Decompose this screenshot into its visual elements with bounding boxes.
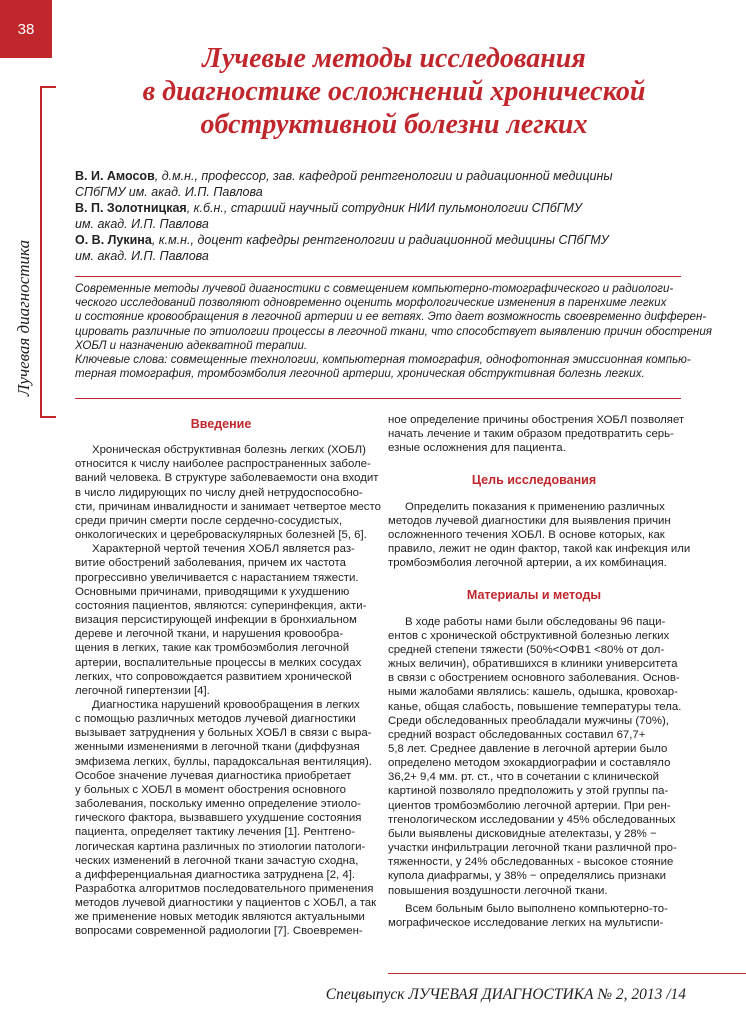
abstract-line: ХОБЛ и назначению адекватной терапии. bbox=[75, 338, 308, 352]
author-name: В. П. Золотницкая bbox=[75, 201, 187, 215]
abstract-line: и состояние кровообращения в легочной артерии и ее ветвях. Это дает возможность своевременно дифферен- bbox=[75, 310, 707, 324]
text-line: 36,2+ 9,4 мм. рт. ст., что в сочетании с клинической bbox=[388, 771, 660, 784]
paragraph bbox=[388, 902, 680, 930]
author-affiliation: , д.м.н., профессор, зав. кафедрой рентгенологии и радиационной медицины bbox=[154, 169, 613, 183]
text-line: осложненного течения ХОБЛ. В основе которых, как bbox=[388, 528, 665, 541]
text-line: тяженности, у 24% обследованных - высокое стояние bbox=[388, 856, 674, 869]
text-line: повышения воздушности легочной ткани. bbox=[388, 884, 608, 897]
text-line: в связи с обострением основного заболевания. Основ- bbox=[388, 672, 680, 685]
journal-footer: Спецвыпуск ЛУЧЕВАЯ ДИАГНОСТИКА № 2, 2013 /14 bbox=[325, 986, 686, 1003]
text-line: циентов тромбоэмболию легочной артерии. При рен- bbox=[388, 799, 671, 812]
paragraph bbox=[75, 443, 381, 542]
text-line: гического фактора, вызвавшего ухудшение состояния bbox=[75, 812, 362, 825]
author-line bbox=[75, 168, 716, 184]
text-line: щения в легких, такие как тромбоэмболия легочной bbox=[75, 642, 350, 655]
text-line: сти, причинам инвалидности и занимает четвертое место bbox=[75, 500, 381, 513]
author-affiliation: , к.м.н., доцент кафедры рентгенологии и радиационной медицины СПбГМУ bbox=[151, 233, 609, 247]
text-line: а дифференциальная диагностика затруднена [2, 4]. bbox=[75, 868, 356, 881]
abstract-top-rule bbox=[75, 276, 681, 277]
text-line: ное определение причины обострения ХОБЛ позволяет bbox=[388, 414, 685, 426]
text-line: у больных с ХОБЛ в момент обострения основного bbox=[75, 783, 346, 796]
text-line: средней степени тяжести (50%<ОФВ1 <80% от дол- bbox=[388, 643, 665, 656]
abstract-line: цировать различные по этиологии процессы в легочной ткани, что способствует выявлению причин обострения bbox=[75, 324, 712, 338]
text-line: В ходе работы нами были обследованы 96 паци- bbox=[405, 615, 666, 628]
text-line: состояния пациентов, являются: суперинфекция, акти- bbox=[75, 599, 367, 612]
paragraph bbox=[75, 542, 367, 698]
paragraph bbox=[388, 615, 680, 898]
author-affiliation: СПбГМУ им. акад. И.П. Павлова bbox=[75, 185, 263, 199]
text-line: эмфизема легких, буллы, парадоксальная вентиляция). bbox=[75, 755, 372, 768]
section-heading-objective: Цель исследования bbox=[471, 473, 597, 488]
text-line: артерии, воспалительные процессы в мелких сосудах bbox=[75, 656, 362, 669]
text-line: с помощью различных методов лучевой диагностики bbox=[75, 713, 356, 726]
section-label: Лучевая диагностика bbox=[14, 239, 33, 397]
text-line: легочной гипертензии [4]. bbox=[75, 684, 210, 697]
text-line: Определить показания к применению различных bbox=[405, 500, 665, 513]
text-line: средний возраст обследованных составил 67,7+ bbox=[388, 728, 646, 741]
abstract-line: Ключевые слова: совмещенные технологии, компьютерная томография, однофотонная эмиссионная компью- bbox=[75, 353, 691, 367]
text-line: ваний человека. В структуре заболеваемости она входит bbox=[75, 472, 379, 485]
text-line: среди причин смерти после сердечно-сосудистых, bbox=[75, 514, 343, 527]
text-line: Характерной чертой течения ХОБЛ является раз- bbox=[92, 543, 355, 556]
text-line: ными жалобами являлись: кашель, одышка, кровохар- bbox=[388, 686, 678, 699]
author-line bbox=[75, 184, 716, 200]
text-line: определено методом эхокардиографии и составляло bbox=[388, 757, 671, 770]
text-line: логическая картина различных по этиологии патологи- bbox=[75, 840, 366, 853]
title-line: обструктивной болезни легких bbox=[200, 109, 588, 140]
text-line: визация персистирующей инфекции в бронхиальном bbox=[75, 614, 357, 627]
text-line: же применение новых методик являются актуальными bbox=[75, 911, 365, 924]
author-affiliation: им. акад. И.П. Павлова bbox=[75, 217, 209, 231]
footer-rule bbox=[388, 973, 746, 974]
author-affiliation: им. акад. И.П. Павлова bbox=[75, 249, 209, 263]
abstract bbox=[75, 282, 712, 381]
text-line: Среди обследованных преобладали мужчины (70%), bbox=[388, 714, 669, 727]
text-line: дереве и легочной ткани, и нарушения кровообра- bbox=[75, 628, 344, 641]
left-column bbox=[75, 413, 381, 939]
text-line: в число лидирующих по числу дней нетрудоспособно- bbox=[75, 486, 363, 499]
text-line: относится к числу наиболее распространенных заболе- bbox=[75, 458, 371, 471]
text-line: были выявлены дисковидные ателектазы, у 28% − bbox=[388, 827, 657, 840]
text-line: тгенологическом исследовании у 45% обследованных bbox=[388, 813, 676, 826]
author-line bbox=[75, 232, 716, 248]
abstract-bottom-rule bbox=[75, 398, 681, 399]
text-line: Основными причинами, приводящими к ухудшению bbox=[75, 585, 350, 598]
paragraph bbox=[388, 500, 691, 571]
author-line bbox=[75, 216, 716, 232]
section-heading-introduction: Введение bbox=[190, 417, 252, 431]
text-line: мографическое исследование легких на мультиспи- bbox=[388, 916, 664, 929]
text-line: заболевания, поскольку именно определение этиоло- bbox=[75, 798, 361, 811]
author-name: В. И. Амосов bbox=[75, 169, 155, 183]
text-line: методов лучевой диагностики для выявления причин bbox=[388, 514, 671, 527]
text-line: методов лучевой диагностики у пациентов с ХОБЛ, а так bbox=[75, 897, 377, 910]
text-line: пациента, определяет тактику лечения [1]. Рентгено- bbox=[75, 826, 355, 839]
text-line: 5,8 лет. Среднее давление в легочной артерии было bbox=[388, 742, 668, 755]
text-line: ческих изменений в легочной ткани зачастую сходна, bbox=[75, 854, 359, 867]
text-line: женными изменениями в легочной ткани (диффузная bbox=[75, 741, 360, 754]
author-line bbox=[75, 200, 716, 216]
article-title bbox=[62, 42, 726, 141]
title-line: в диагностике осложнений хронической bbox=[142, 76, 646, 107]
right-column bbox=[388, 413, 691, 930]
author-affiliation: , к.б.н., старший научный сотрудник НИИ пульмонологии СПбГМУ bbox=[186, 201, 582, 215]
text-line: купола диафрагмы, у 38% − определялись признаки bbox=[388, 870, 666, 883]
author-name: О. В. Лукина bbox=[75, 233, 152, 247]
text-line: Всем больным было выполнено компьютерно-то- bbox=[405, 902, 668, 915]
text-line: легких, что сопровождается развитием хронической bbox=[75, 670, 352, 683]
text-line: ентов с хронической обструктивной болезнью легких bbox=[388, 629, 670, 642]
side-bracket bbox=[40, 86, 56, 418]
paragraph bbox=[75, 698, 377, 939]
text-line: начать лечение и таким образом предотвратить серь- bbox=[388, 428, 674, 441]
title-line: Лучевые методы исследования bbox=[202, 43, 586, 74]
text-line: правило, лежит не один фактор, такой как инфекция или bbox=[388, 543, 691, 556]
text-line: картиной позволяло предположить у этой группы па- bbox=[388, 785, 669, 798]
abstract-line: терная томография, тромбоэмболия легочной артерии, хроническая обструктивная болезнь легких. bbox=[75, 367, 645, 381]
text-line: витие обострений заболевания, причем их частота bbox=[75, 557, 346, 570]
abstract-line: ческого исследований позволяют одновременно оценить морфологические изменения в паренхиме легких bbox=[75, 296, 667, 310]
text-line: прогрессивно увеличивается с нарастанием тяжести. bbox=[75, 571, 359, 584]
text-line: канье, общая слабость, повышение температуры тела. bbox=[388, 700, 682, 713]
text-line: Особое значение лучевая диагностика приобретает bbox=[75, 769, 352, 782]
page-number: 38 bbox=[0, 0, 52, 58]
text-line: Разработка алгоритмов последовательного применения bbox=[75, 883, 374, 895]
text-line: вопросами современной радиологии [7]. Своевремен- bbox=[75, 925, 363, 938]
text-line: тромбоэмболия легочной артерии, а их комбинация. bbox=[388, 557, 667, 570]
text-line: Диагностика нарушений кровообращения в легких bbox=[92, 698, 360, 711]
text-line: участки инфильтрации легочной ткани различной про- bbox=[388, 842, 677, 855]
text-line: Хроническая обструктивная болезнь легких (ХОБЛ) bbox=[92, 444, 366, 457]
abstract-line: Современные методы лучевой диагностики с совмещением компьютерно-томографического и радиологи- bbox=[75, 282, 674, 295]
paragraph bbox=[388, 413, 685, 455]
text-line: езные осложнения для пациента. bbox=[388, 442, 566, 455]
text-line: жных величин), обратившихся в клиники университета bbox=[388, 658, 678, 671]
text-line: вызывает затруднения у больных ХОБЛ в связи с выра- bbox=[75, 727, 372, 740]
text-line: онкологических и цереброваскулярных болезней [5, 6]. bbox=[75, 529, 367, 542]
section-heading-methods: Материалы и методы bbox=[466, 588, 602, 603]
author-line bbox=[75, 248, 716, 264]
author-list bbox=[75, 168, 716, 264]
